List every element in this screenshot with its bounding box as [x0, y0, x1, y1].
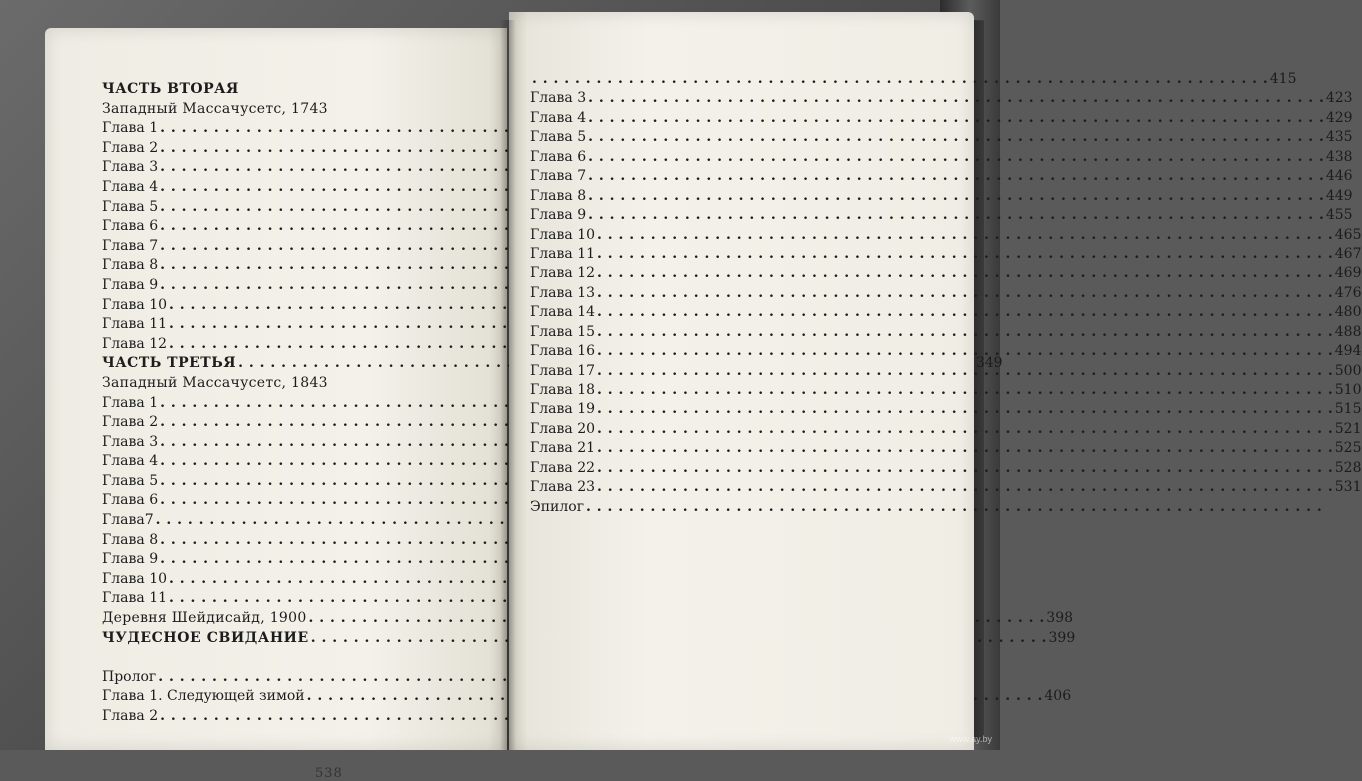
toc-page-number: 415 — [1269, 71, 1297, 87]
toc-page-number: 449 — [1325, 187, 1353, 204]
toc-entry — [102, 511, 500, 531]
toc-entry — [102, 237, 500, 257]
toc-entry — [102, 198, 500, 218]
toc-entry — [102, 413, 500, 433]
toc-entry — [530, 284, 1362, 303]
toc-entry-label: Глава 11 — [102, 590, 168, 607]
dot-leader — [597, 381, 1333, 400]
toc-page-number: 455 — [1325, 207, 1353, 224]
toc-page-number: 435 — [1325, 129, 1353, 146]
toc-entry — [102, 668, 500, 688]
toc-entry — [102, 315, 500, 335]
toc-entry — [102, 296, 500, 316]
dot-leader — [588, 148, 1324, 167]
toc-entry-label: Глава 9 — [102, 551, 159, 568]
dot-leader — [588, 206, 1324, 225]
toc-entry-label: Глава 23 — [530, 479, 596, 496]
toc-entry — [102, 276, 500, 296]
toc-entry — [102, 158, 500, 178]
toc-entry — [102, 433, 500, 453]
toc-entry-label: Глава 6 — [102, 218, 159, 235]
dot-leader — [597, 323, 1333, 342]
toc-entry — [530, 206, 1353, 225]
dot-leader — [597, 226, 1333, 245]
dot-leader — [597, 342, 1333, 361]
dot-leader — [597, 439, 1333, 458]
toc-entry-label: Глава 10 — [102, 296, 168, 313]
toc-page-number: 446 — [1325, 168, 1353, 185]
toc-entry-label: Глава 11 — [102, 316, 168, 333]
toc-page-number: 349 — [975, 355, 1003, 372]
book-gutter — [500, 20, 516, 750]
toc-page-number: 525 — [1334, 440, 1362, 457]
toc-page-number: 467 — [1334, 245, 1362, 262]
toc-entry-label: Глава 5 — [102, 472, 159, 489]
toc-entry-label: Западный Массачусетс, 1843 — [102, 374, 328, 391]
toc-entry-label: Глава 6 — [530, 148, 587, 165]
toc-entry — [102, 100, 500, 120]
toc-entry — [102, 452, 500, 472]
toc-entry — [530, 264, 1362, 283]
toc-entry — [530, 245, 1362, 264]
dot-leader — [586, 498, 1322, 517]
toc-entry-label: Глава 3 — [102, 433, 159, 450]
toc-entry-label: Глава 8 — [530, 187, 587, 204]
toc-entry — [530, 342, 1362, 361]
toc-entry — [102, 119, 500, 139]
toc-entry — [102, 570, 500, 590]
dot-leader — [597, 400, 1333, 419]
toc-entry-label: ЧАСТЬ ВТОРАЯ — [102, 81, 239, 97]
toc-entry — [102, 472, 500, 492]
toc-entry — [530, 303, 1362, 322]
toc-entry-label: Пролог — [102, 668, 157, 685]
toc-page-number: 469 — [1334, 265, 1362, 282]
toc-entry-label: Глава 2 — [102, 139, 159, 156]
toc-entry-label: Глава 11 — [530, 245, 596, 262]
toc-entry-label: Глава 9 — [530, 207, 587, 224]
dot-leader — [597, 478, 1333, 497]
toc-page-number: 398 — [1046, 610, 1074, 627]
dot-leader — [588, 109, 1324, 128]
toc-entry-label: Деревня Шейдисайд, 1900 — [102, 610, 307, 627]
toc-entry-label: Глава 9 — [102, 276, 159, 293]
toc-entry-label: Глава 20 — [530, 420, 596, 437]
toc-page-number: 406 — [1044, 688, 1072, 705]
toc-entry-label: Глава 2 — [102, 414, 159, 431]
toc-entry-label: Глава 10 — [102, 570, 168, 587]
toc-entry — [530, 109, 1353, 128]
toc-entry — [102, 374, 500, 394]
dot-leader — [597, 284, 1333, 303]
watermark: www.ay.by — [949, 734, 992, 744]
toc-page-number: 438 — [1325, 148, 1353, 165]
toc-page-number: 515 — [1334, 401, 1362, 418]
toc-entry-label: Глава 21 — [530, 440, 596, 457]
toc-page-number: 531 — [1334, 479, 1362, 496]
toc-entry-label: Глава 19 — [530, 401, 596, 418]
toc-page-number: 480 — [1334, 304, 1362, 321]
toc-entry — [530, 381, 1362, 400]
toc-page-number: 429 — [1325, 109, 1353, 126]
page-number: 538 — [315, 766, 343, 781]
toc-entry-label: Западный Массачусетс, 1743 — [102, 100, 328, 117]
toc-spacer — [102, 648, 500, 668]
toc-entry — [102, 687, 1072, 707]
toc-entry-label: Глава 22 — [530, 459, 596, 476]
toc-entry — [102, 589, 500, 609]
dot-leader — [597, 303, 1333, 322]
toc-entry — [530, 148, 1353, 167]
toc-page-number: 510 — [1334, 382, 1362, 398]
toc-entry — [530, 478, 1362, 497]
toc-entry-label: Глава 5 — [530, 129, 587, 146]
toc-entry-label: Глава 1 — [102, 394, 159, 411]
toc-entry-label: Глава 13 — [530, 284, 596, 301]
toc-entry — [530, 167, 1353, 186]
toc-entry — [530, 70, 1297, 89]
toc-entry-label: Глава 10 — [530, 226, 596, 243]
toc-entry-label: ЧАСТЬ ТРЕТЬЯ — [102, 355, 237, 372]
toc-page-number: 423 — [1325, 90, 1353, 107]
toc-page-number: 476 — [1334, 284, 1362, 301]
toc-entry — [102, 80, 500, 100]
toc-entry — [102, 335, 500, 355]
dot-leader — [588, 167, 1324, 186]
dot-leader — [532, 70, 1268, 89]
toc-page-number: 494 — [1334, 343, 1362, 360]
toc-entry — [102, 139, 500, 159]
toc-entry-label: ЧУДЕСНОЕ СВИДАНИЕ — [102, 629, 309, 646]
toc-page-number: 500 — [1334, 362, 1362, 379]
dot-leader — [597, 420, 1333, 439]
toc-page-number: 528 — [1334, 459, 1362, 476]
dot-leader — [588, 89, 1324, 108]
toc-entry-label: Глава 2 — [102, 708, 159, 724]
toc-entry-label: Глава 17 — [530, 362, 596, 379]
toc-entry-label: Глава 3 — [102, 159, 159, 176]
toc-entry-label: Глава 5 — [102, 198, 159, 215]
dot-leader — [588, 128, 1324, 147]
toc-entry-label: Глава 4 — [530, 109, 587, 126]
toc-page-number: 521 — [1334, 420, 1362, 437]
toc-entry-label: Глава 7 — [102, 237, 159, 254]
toc-entry-label: Глава 15 — [530, 323, 596, 340]
toc-entry — [102, 491, 500, 511]
toc-entry-label: Глава 6 — [102, 492, 159, 509]
dot-leader — [597, 264, 1333, 283]
toc-entry-label: Глава 1. Следующей зимой — [102, 688, 305, 705]
toc-page-number: 465 — [1334, 226, 1362, 243]
toc-entry — [530, 420, 1362, 439]
toc-entry-label: Глава 7 — [530, 168, 587, 185]
toc-entry — [530, 128, 1353, 147]
toc-entry — [530, 498, 940, 517]
toc-entry — [530, 323, 1362, 342]
toc-entry — [102, 178, 500, 198]
toc-entry — [530, 187, 1353, 206]
toc-entry-label: Глава 12 — [102, 335, 168, 352]
toc-page-number: 488 — [1334, 323, 1362, 340]
toc-entry — [102, 394, 500, 414]
toc-entry-label: Глава 4 — [102, 178, 159, 195]
toc-entry — [102, 629, 1076, 649]
dot-leader — [597, 459, 1333, 478]
toc-entry — [102, 609, 1074, 629]
toc-entry-label: Глава7 — [102, 512, 154, 529]
toc-entry — [530, 400, 1362, 419]
toc-entry — [102, 550, 500, 570]
toc-entry-label: Глава 8 — [102, 531, 159, 548]
toc-entry — [530, 226, 1362, 245]
dot-leader — [597, 362, 1333, 381]
dot-leader — [597, 245, 1333, 264]
toc-entry — [530, 439, 1362, 458]
toc-entry — [102, 531, 500, 551]
toc-entry — [102, 256, 500, 276]
toc-entry-label: Глава 3 — [530, 90, 587, 107]
toc-entry-label: Глава 12 — [530, 265, 596, 282]
toc-entry — [102, 707, 500, 727]
toc-entry-label: Глава 4 — [102, 453, 159, 470]
toc-entry — [102, 217, 500, 237]
toc-entry-label: Эпилог — [530, 498, 585, 515]
toc-entry — [530, 459, 1362, 478]
toc-entry-label: Глава 8 — [102, 257, 159, 274]
toc-entry — [530, 89, 1353, 108]
toc-entry-label: Глава 1 — [102, 120, 159, 137]
toc-entry-label: Глава 14 — [530, 304, 596, 321]
toc-entry-label: Глава 16 — [530, 343, 596, 360]
toc-entry-label: Глава 18 — [530, 382, 596, 398]
toc-page-number: 399 — [1048, 629, 1076, 646]
dot-leader — [588, 187, 1324, 206]
